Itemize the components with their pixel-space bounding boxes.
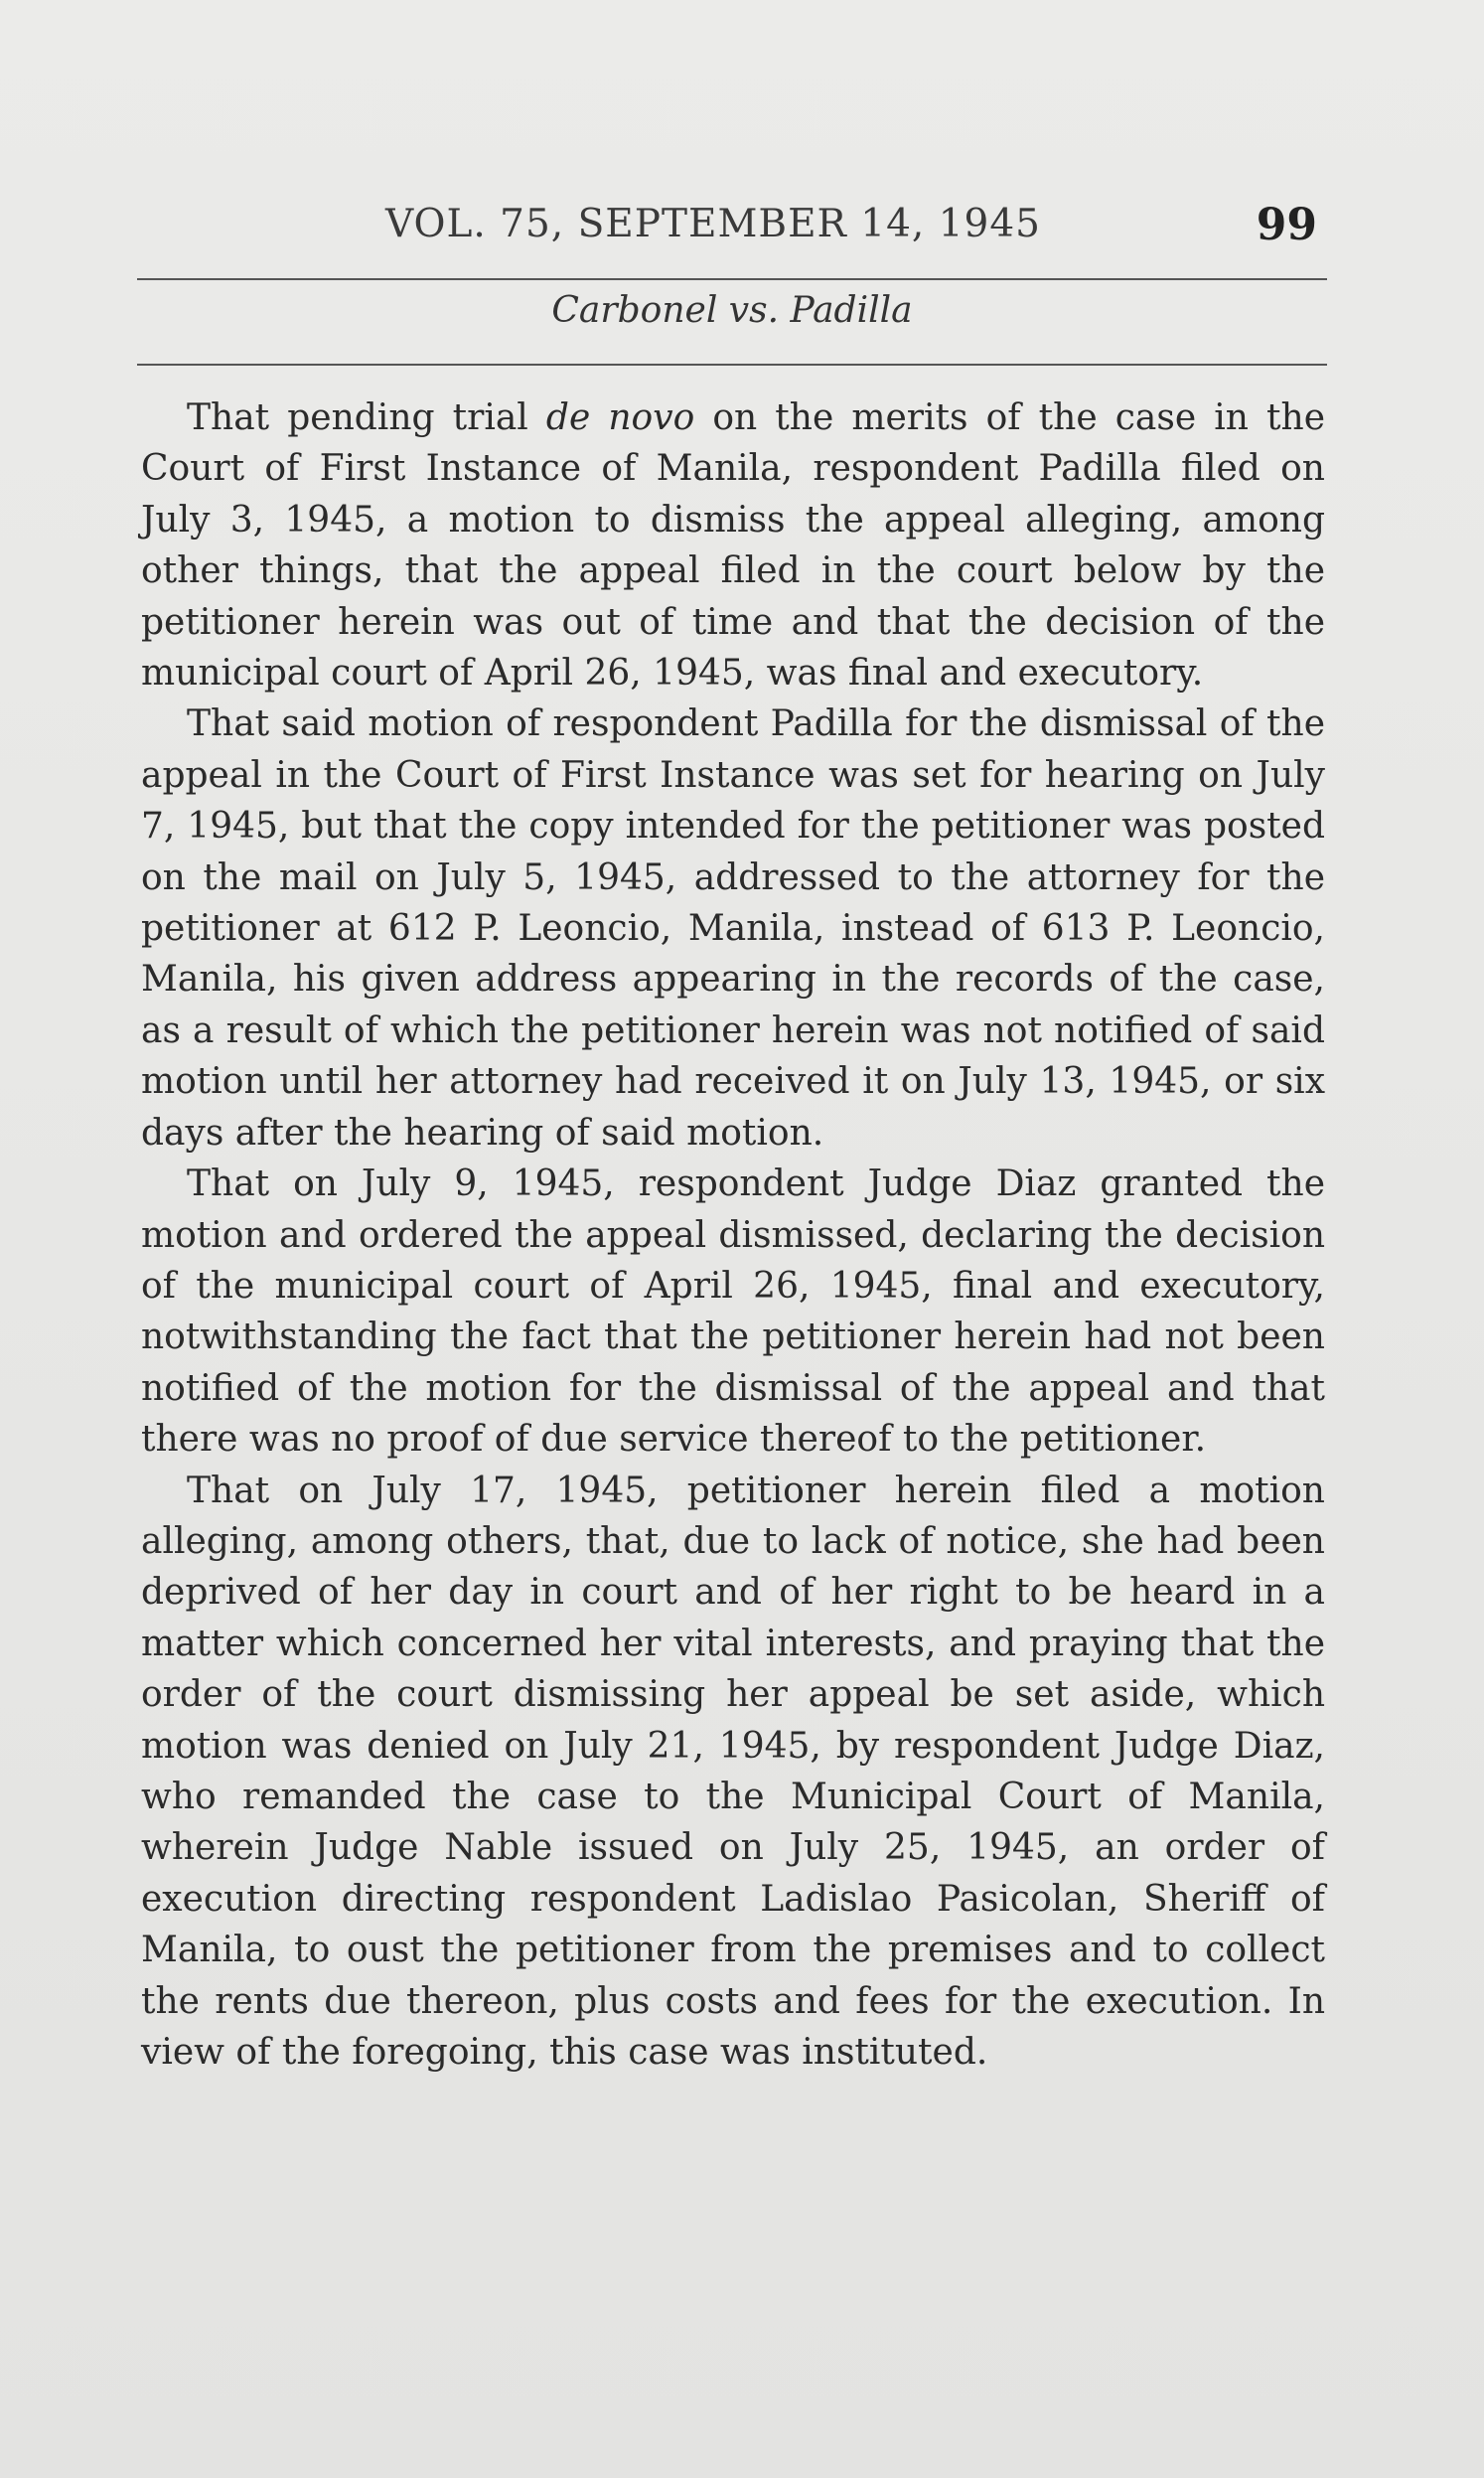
body-text	[141, 392, 1325, 2078]
paragraph-1-rest: on the merits of the case in the Court of First Instance of Manila, respondent Padilla filed on July 3, 1945, a motion to dismiss the appeal alleging, among other things, that the appeal filed in the court below by the petitioner herein was out of time and that the decision of the municipal court of April 26, 1945, was final and executory.	[141, 397, 1325, 695]
paragraph-2: That said motion of respondent Padilla for the dismissal of the appeal in the Court of First Instance was set for hearing on July 7, 1945, but that the copy intended for the petitioner was posted on the mail on July 5, 1945, addressed to the attorney for the petitioner at 612 P. Leoncio, Manila, instead of 613 P. Leoncio, Manila, his given address appearing in the records of the case, as a result of which the petitioner herein was not notified of said motion until her attorney had received it on July 13, 1945, or six days after the hearing of said motion.	[141, 703, 1325, 1154]
page-number: 99	[1256, 200, 1317, 250]
paragraph-3: That on July 9, 1945, respondent Judge Diaz granted the motion and ordered the appeal dismissed, declaring the decision of the municipal court of April 26, 1945, final and executory, notwithstanding the fact that the petitioner herein had not been notified of the motion for the dismissal of the appeal and that there was no proof of due service thereof to the petitioner.	[141, 1163, 1325, 1461]
paragraph-1	[141, 392, 1325, 698]
running-header	[137, 194, 1327, 267]
paragraph-4: That on July 17, 1945, petitioner herein filed a motion alleging, among others, that, due to lack of notice, she had been deprived of her day in court and of her right to be heard in a matter which concerned her vital interests, and praying that the order of the court dismissing her appeal be set aside, which motion was denied on July 21, 1945, by respondent Judge Diaz, who remanded the case to the Municipal Court of Manila, wherein Judge Nable issued on July 25, 1945, an order of execution directing respondent Ladislao Pasicolan, Sheriff of Manila, to oust the petitioner from the premises and to collect the rents due thereon, plus costs and fees for the execution. In view of the foregoing, this case was instituted.	[141, 1470, 1325, 2073]
paragraph-1-lead: That pending trial	[187, 397, 546, 438]
running-title: VOL. 75, SEPTEMBER 14, 1945	[385, 202, 1041, 246]
header-rule-top	[137, 278, 1327, 280]
header-rule-bottom	[137, 364, 1327, 366]
latin-phrase: de novo	[545, 397, 695, 438]
case-title: Carbonel vs. Padilla	[551, 290, 913, 331]
